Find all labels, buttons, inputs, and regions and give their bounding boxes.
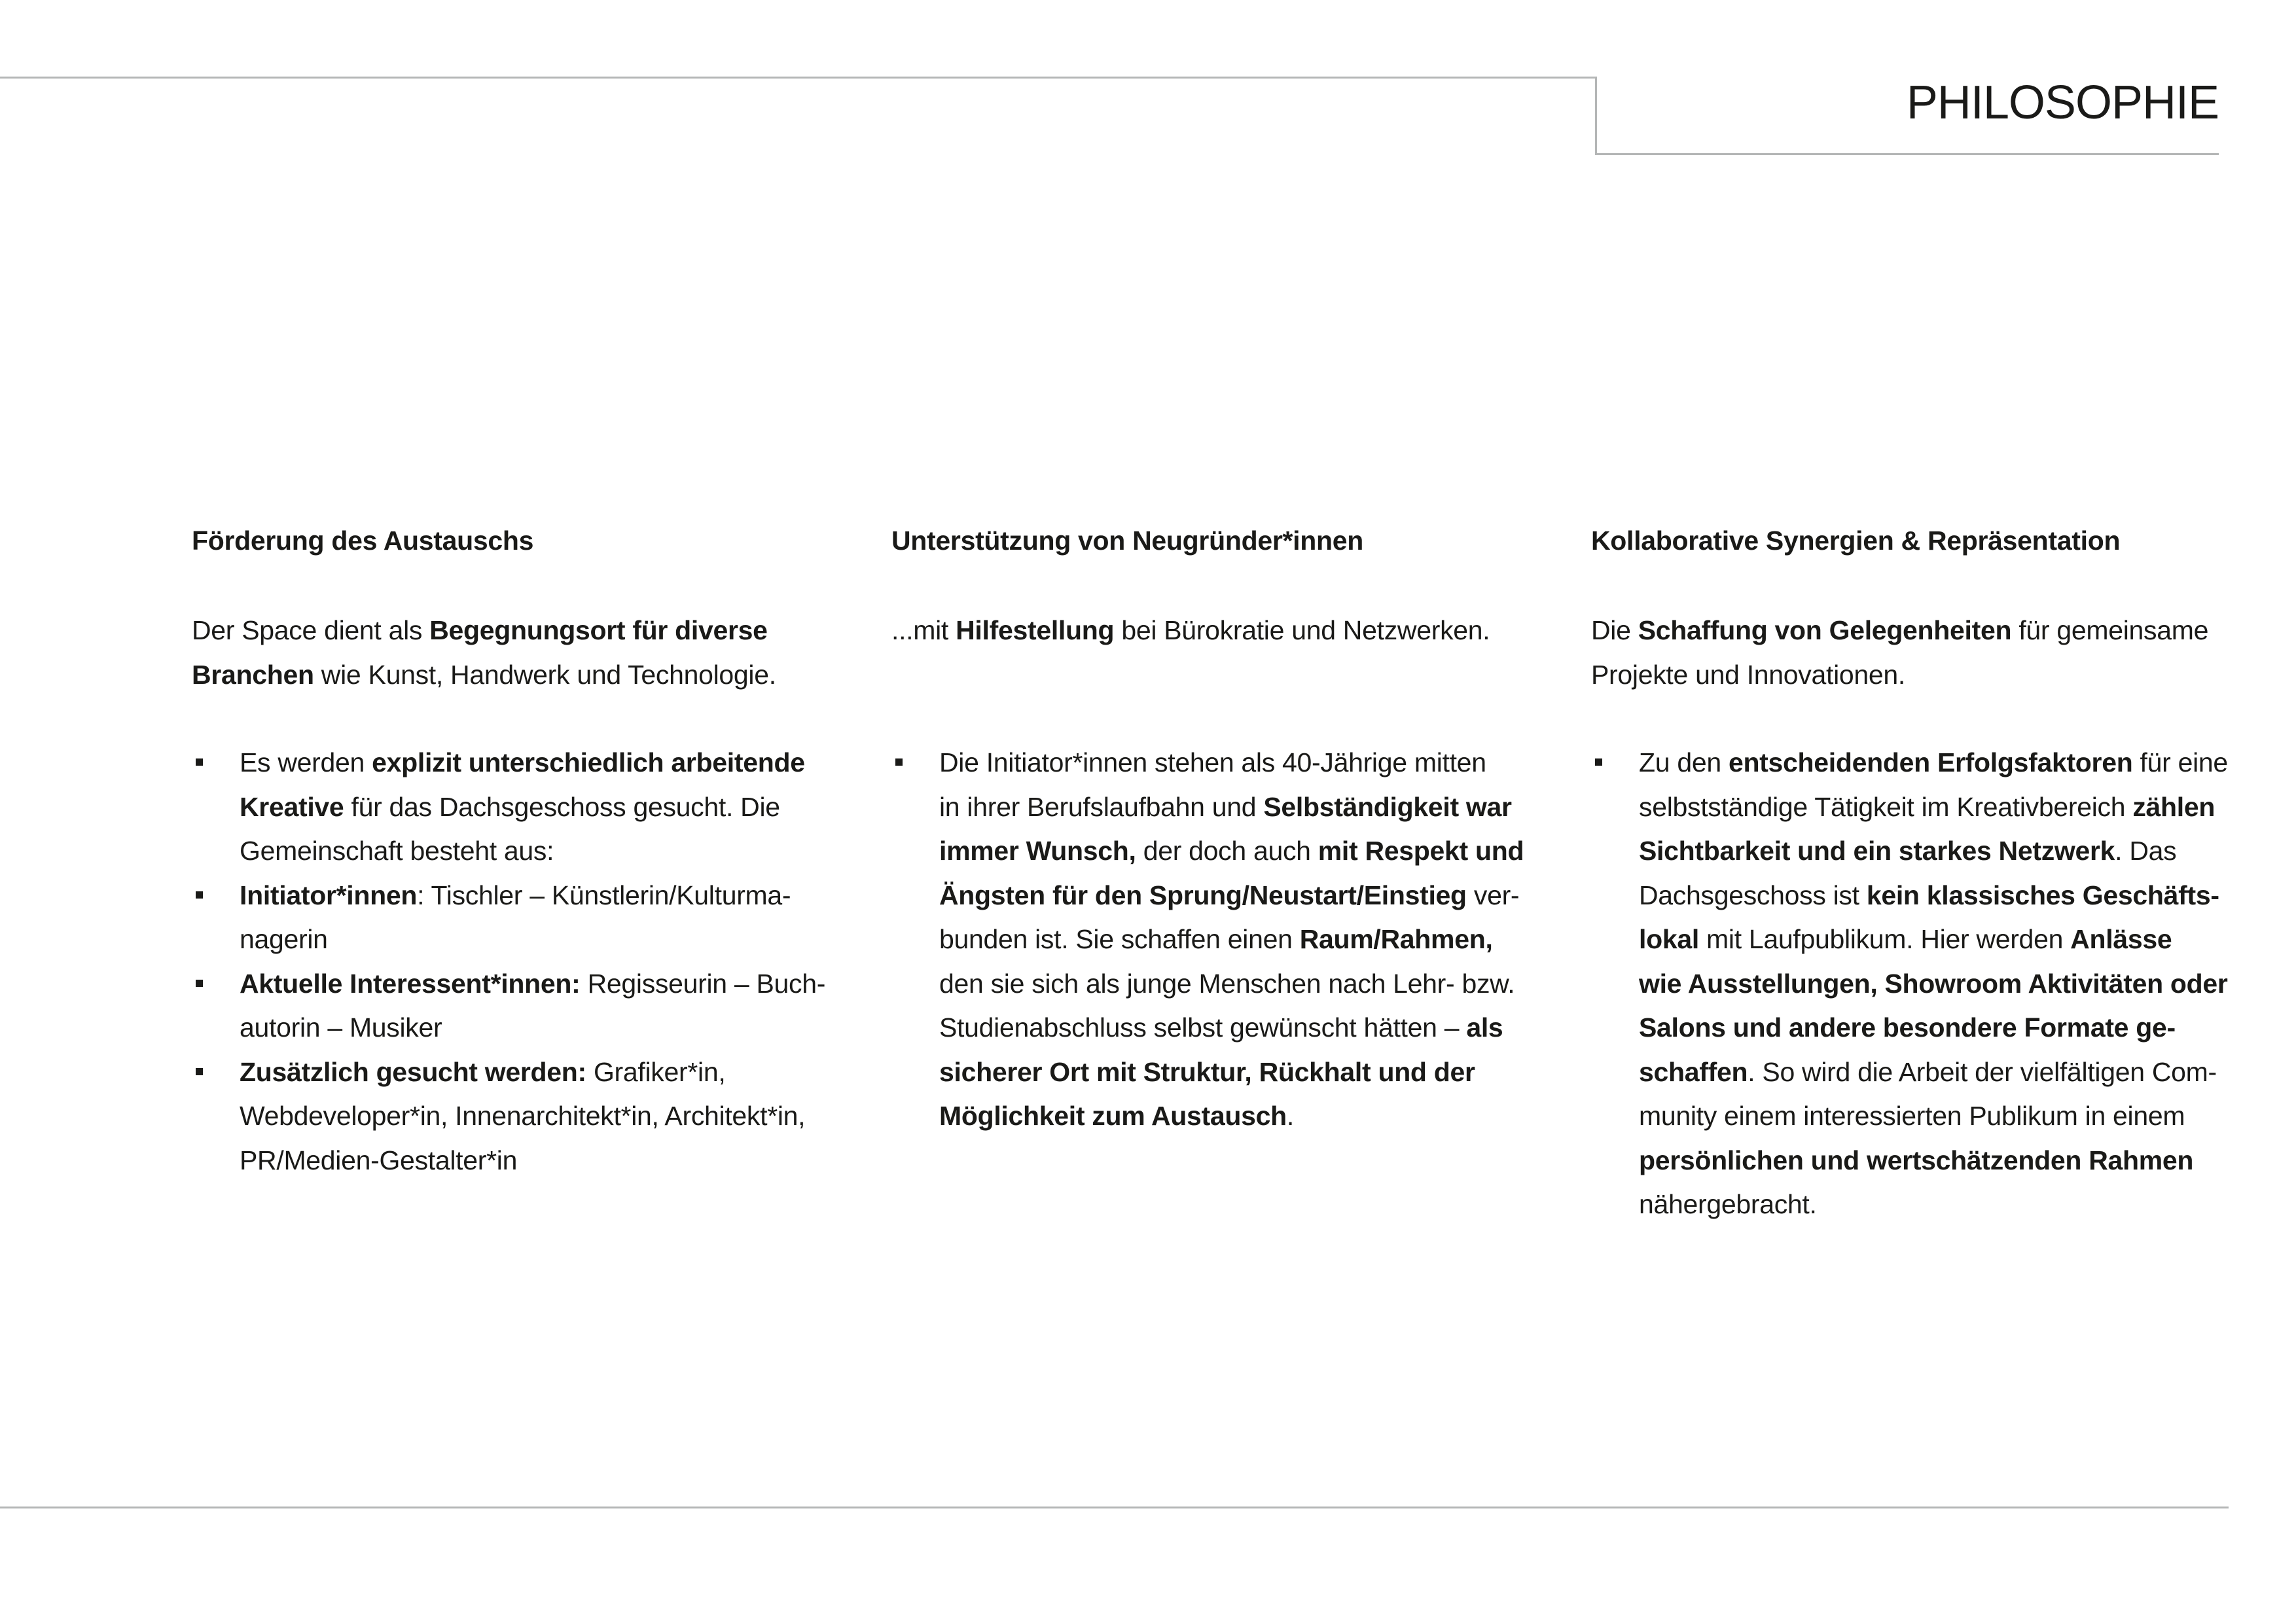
- text-run: bunden ist. Sie schaffen einen: [939, 924, 1300, 954]
- text-line: [192, 653, 776, 698]
- bullet-square-icon: [196, 891, 203, 899]
- text-line: [939, 1050, 1519, 1095]
- text-run: den sie sich als junge Menschen nach Lehr- bzw.: [939, 968, 1515, 999]
- text-run: Die Initiator*innen stehen als 40-Jährige mitten: [939, 747, 1486, 777]
- text-run: nähergebracht.: [1639, 1189, 1817, 1219]
- text-line: [240, 1050, 819, 1095]
- text-line: [1639, 918, 2219, 962]
- text-run: wie Ausstellungen, Showroom Aktivitäten oder: [1639, 968, 2228, 999]
- text-line: [939, 918, 1519, 962]
- text-line: [240, 1006, 819, 1050]
- text-run: Dachsgeschoss ist: [1639, 880, 1867, 910]
- text-run: Schaffung von Gelegenheiten: [1638, 615, 2012, 645]
- text-run: Selbständigkeit war: [1263, 791, 1512, 822]
- text-line: [1639, 785, 2219, 830]
- text-run: Zu den: [1639, 747, 1729, 777]
- text-line: [891, 609, 1490, 653]
- text-run: Webdeveloper*in, Innenarchitekt*in, Architekt*in,: [240, 1101, 806, 1131]
- bullet-item: [891, 741, 1524, 1139]
- text-run: als: [1466, 1012, 1503, 1043]
- text-run: Grafiker*in,: [586, 1056, 726, 1087]
- column-intro: [1591, 609, 2208, 697]
- text-line: [939, 785, 1519, 830]
- text-line: [1591, 653, 2208, 698]
- bullet-item: [192, 874, 819, 962]
- text-run: Die: [1591, 615, 1638, 645]
- text-run: für gemeinsame: [2011, 615, 2209, 645]
- text-run: immer Wunsch,: [939, 836, 1136, 866]
- text-run: . So wird die Arbeit der vielfältigen Com-: [1748, 1056, 2217, 1087]
- text-run: Initiator*innen: [240, 880, 418, 910]
- text-run: Möglichkeit zum Austausch: [939, 1101, 1287, 1131]
- text-line: [1639, 741, 2228, 785]
- text-run: Gemeinschaft besteht aus:: [240, 836, 554, 866]
- text-line: [240, 874, 819, 918]
- text-run: entscheidenden Erfolgsfaktoren: [1728, 747, 2133, 777]
- text-run: in ihrer Berufslaufbahn und: [939, 791, 1264, 822]
- bottom-rule: [0, 1507, 2229, 1508]
- text-line: [939, 874, 1519, 918]
- text-run: nagerin: [240, 924, 328, 954]
- text-run: Branchen: [192, 659, 314, 690]
- column-intro: [891, 609, 1490, 653]
- text-line: [1639, 1050, 2219, 1095]
- text-line: [939, 829, 1524, 874]
- column-bullets: [891, 741, 1524, 1139]
- text-line: [1639, 874, 2219, 918]
- text-run: bei Bürokratie und Netzwerken.: [1114, 615, 1490, 645]
- column-foerderung-des-austauschs: [192, 519, 826, 1435]
- text-run: ver-: [1466, 880, 1520, 910]
- bullet-item: [1591, 741, 2228, 1227]
- bullet-item: [192, 962, 826, 1050]
- text-run: Ängsten für den Sprung/Neustart/Einstieg: [939, 880, 1467, 910]
- text-line: [1639, 829, 2219, 874]
- text-line: [1639, 962, 2228, 1007]
- text-run: .: [1286, 1101, 1294, 1131]
- text-line: [1591, 609, 2208, 653]
- text-run: explizit unterschiedlich arbeitende: [372, 747, 805, 777]
- text-run: ...mit: [891, 615, 956, 645]
- text-line: [1639, 1094, 2219, 1139]
- text-run: wie Kunst, Handwerk und Technologie.: [314, 659, 776, 690]
- text-run: zählen: [2132, 791, 2215, 822]
- text-run: sicherer Ort mit Struktur, Rückhalt und der: [939, 1056, 1475, 1087]
- bullet-square-icon: [196, 980, 203, 987]
- text-run: selbstständige Tätigkeit im Kreativbereich: [1639, 791, 2133, 822]
- text-line: [1639, 1006, 2219, 1050]
- text-run: Regisseurin – Buch-: [580, 968, 826, 999]
- text-line: [939, 741, 1519, 785]
- bullet-square-icon: [196, 758, 203, 766]
- column-heading: Förderung des Austauschs: [192, 526, 534, 556]
- text-run: Studienabschluss selbst gewünscht hätten –: [939, 1012, 1467, 1043]
- text-run: mit Respekt und: [1318, 836, 1524, 866]
- column-bullets: [1591, 741, 2228, 1227]
- text-line: [1639, 1183, 2219, 1227]
- top-rule: [0, 77, 1595, 79]
- text-run: Zusätzlich gesucht werden:: [240, 1056, 586, 1087]
- bullet-square-icon: [895, 758, 903, 766]
- text-run: Begegnungsort für diverse: [429, 615, 768, 645]
- text-run: PR/Medien-Gestalter*in: [240, 1145, 518, 1175]
- text-run: . Das: [2115, 836, 2177, 866]
- text-run: munity einem interessierten Publikum in einem: [1639, 1101, 2185, 1131]
- text-run: Es werden: [240, 747, 372, 777]
- text-run: persönlichen und wertschätzenden Rahmen: [1639, 1145, 2194, 1175]
- text-run: schaffen: [1639, 1056, 1748, 1087]
- text-run: Der Space dient als: [192, 615, 430, 645]
- column-bullets: [192, 741, 826, 1183]
- text-run: Aktuelle Interessent*innen:: [240, 968, 581, 999]
- text-line: [939, 1006, 1519, 1050]
- text-line: [240, 1139, 819, 1183]
- text-run: Hilfestellung: [956, 615, 1115, 645]
- text-run: für eine: [2132, 747, 2228, 777]
- text-run: : Tischler – Künstlerin/Kulturma-: [417, 880, 791, 910]
- text-run: mit Laufpublikum. Hier werden: [1698, 924, 2071, 954]
- page-title: PHILOSOPHIE: [1906, 77, 2219, 129]
- text-run: kein klassisches Geschäfts-: [1866, 880, 2219, 910]
- text-run: Anlässe: [2070, 924, 2172, 954]
- text-line: [1639, 1139, 2219, 1183]
- column-kollaborative-synergien: [1591, 519, 2228, 1435]
- text-run: autorin – Musiker: [240, 1012, 442, 1043]
- title-box: [1595, 77, 2219, 155]
- text-run: Sichtbarkeit und ein starkes Netzwerk: [1639, 836, 2115, 866]
- bullet-square-icon: [196, 1068, 203, 1075]
- column-unterstuetzung-neugruender: [891, 519, 1524, 1435]
- column-heading: Unterstützung von Neugründer*innen: [891, 526, 1363, 556]
- text-run: für das Dachsgeschoss gesucht. Die: [344, 791, 780, 822]
- text-line: [192, 609, 776, 653]
- columns: [192, 519, 2228, 1435]
- bullet-item: [192, 1050, 819, 1183]
- text-run: der doch auch: [1136, 836, 1318, 866]
- text-line: [939, 1094, 1519, 1139]
- text-line: [240, 829, 819, 874]
- text-run: lokal: [1639, 924, 1699, 954]
- text-run: Salons und andere besondere Formate ge-: [1639, 1012, 2176, 1043]
- text-run: Raum/Rahmen,: [1299, 924, 1493, 954]
- text-line: [240, 1094, 819, 1139]
- text-line: [240, 918, 819, 962]
- text-run: Projekte und Innovationen.: [1591, 659, 1905, 690]
- bullet-square-icon: [1595, 758, 1602, 766]
- text-run: Kreative: [240, 791, 344, 822]
- text-line: [240, 785, 819, 830]
- text-line: [240, 962, 826, 1007]
- column-intro: [192, 609, 776, 697]
- column-heading: Kollaborative Synergien & Repräsentation: [1591, 526, 2121, 556]
- text-line: [939, 962, 1519, 1007]
- bullet-item: [192, 741, 819, 874]
- text-line: [240, 741, 819, 785]
